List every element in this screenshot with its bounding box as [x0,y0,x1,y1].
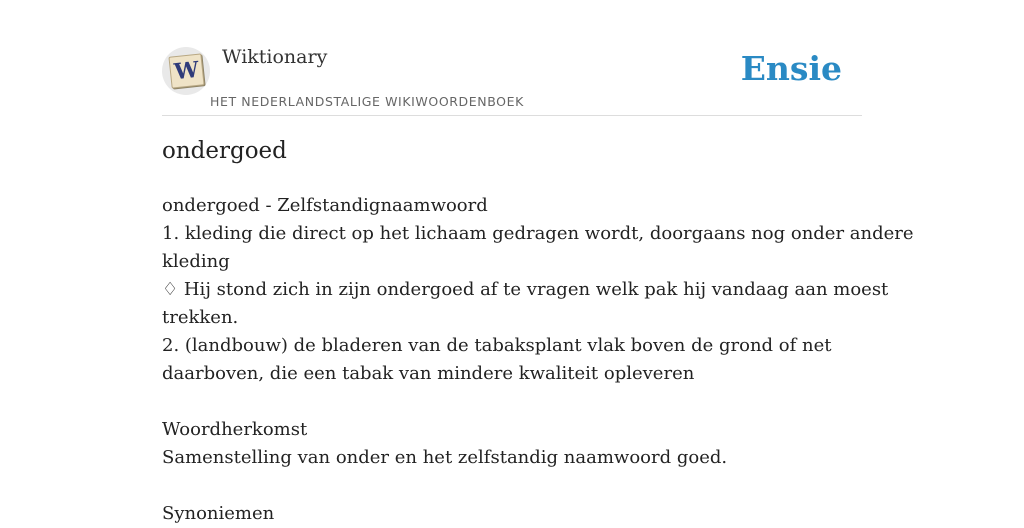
synonyms-heading: Synoniemen [162,503,275,524]
example-sentence-continued: trekken. [162,307,239,328]
entry-title: ondergoed [162,138,287,164]
wiktionary-logo-icon[interactable] [162,47,210,95]
page [162,0,914,524]
ensie-brand-link[interactable]: Ensie [740,49,842,88]
site-title[interactable]: Wiktionary [222,46,328,68]
example-sentence: ♢ Hij stond zich in zijn ondergoed af te vragen welk pak hij vandaag aan moest [162,279,889,300]
entry-content [162,192,914,528]
definition-2: 2. (landbouw) de bladeren van de tabaksplant vlak boven de grond of net [162,335,832,356]
entry-definition-header: ondergoed - Zelfstandignaamwoord [162,195,488,216]
site-header [162,0,862,116]
spacer [162,472,862,500]
etymology-text: Samenstelling van onder en het zelfstandig naamwoord goed. [162,447,728,468]
logo-letter: W [168,53,204,88]
spacer [162,388,862,416]
definition-1: 1. kleding die direct op het lichaam gedragen wordt, doorgaans nog onder andere [162,223,914,244]
site-subtitle: HET NEDERLANDSTALIGE WIKIWOORDENBOEK [210,94,524,109]
definition-2-continued: daarboven, die een tabak van mindere kwaliteit opleveren [162,363,695,384]
definition-1-continued: kleding [162,251,230,272]
etymology-heading: Woordherkomst [162,419,308,440]
